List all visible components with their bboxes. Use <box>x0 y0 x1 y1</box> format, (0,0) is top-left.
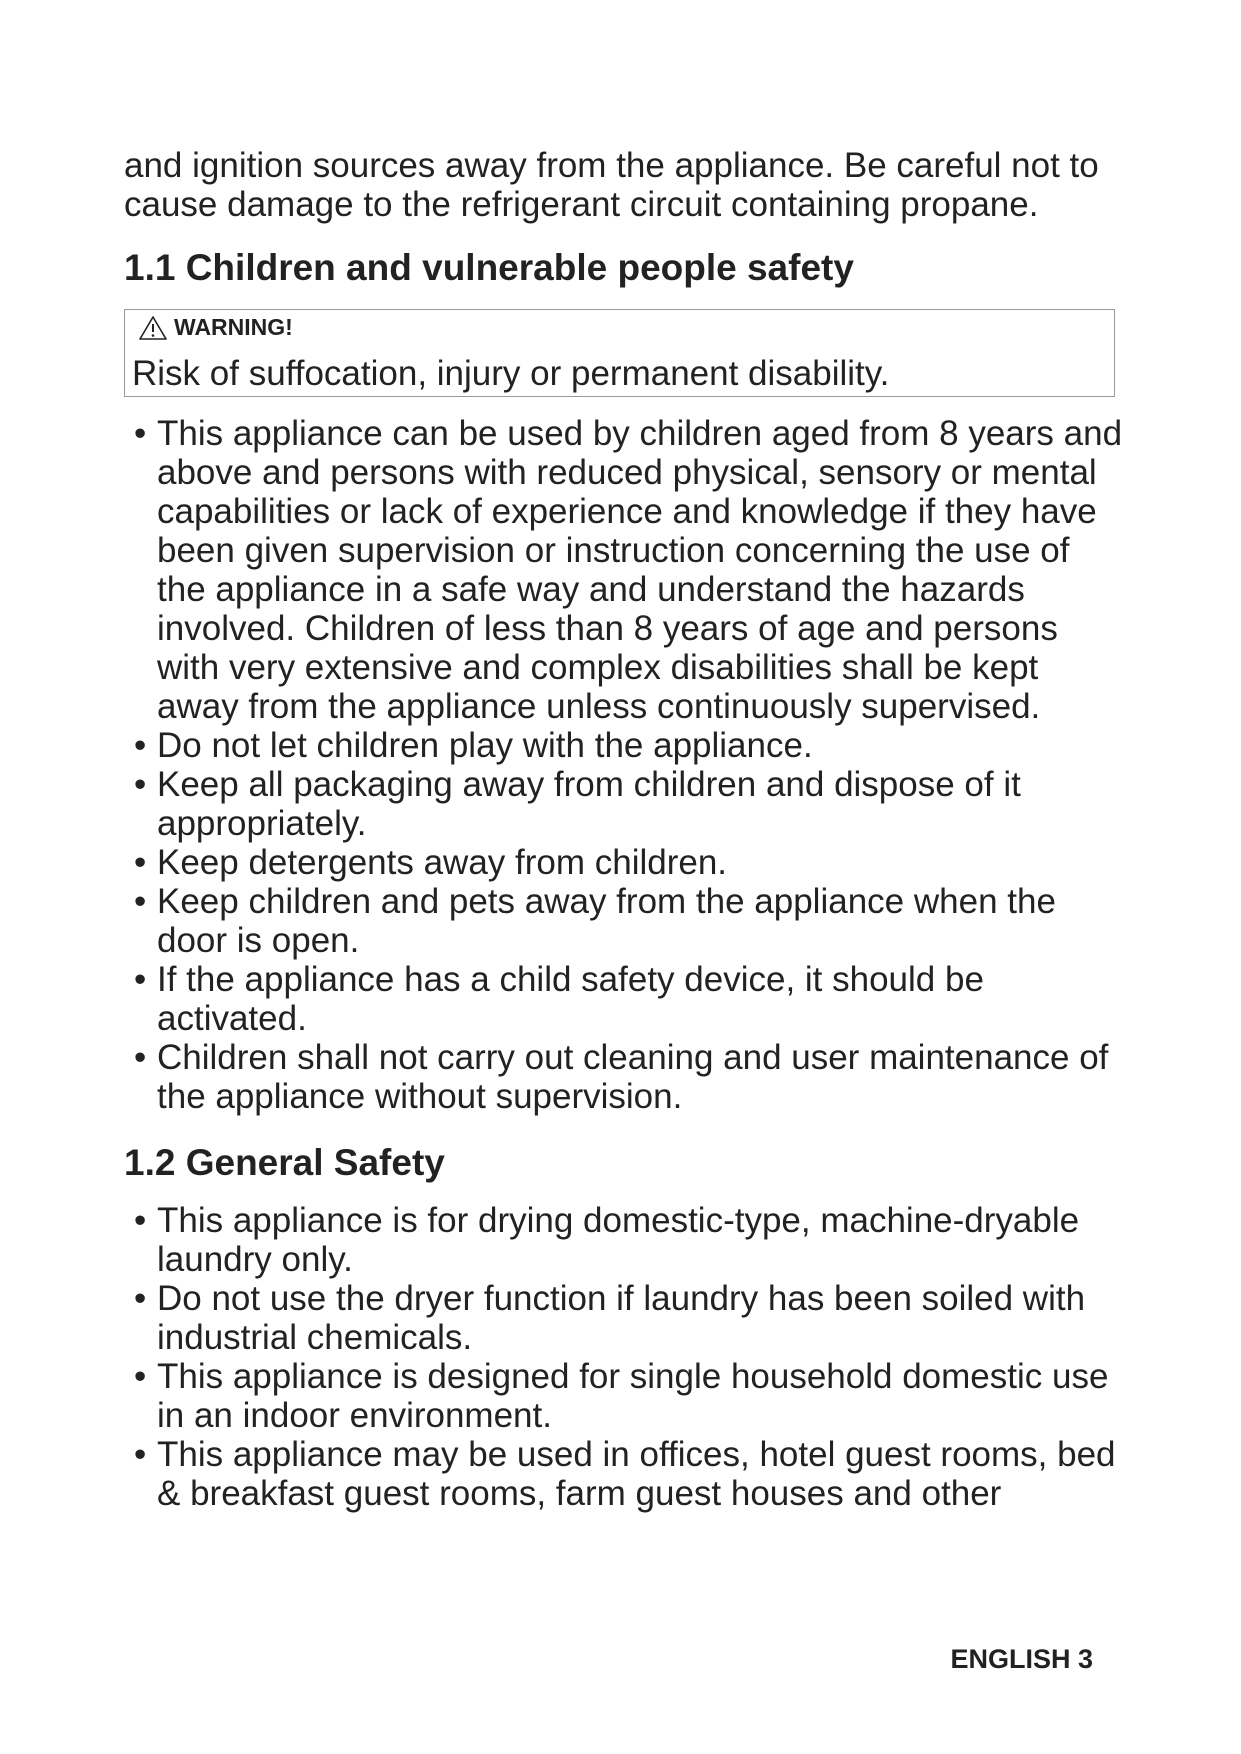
list-item: • Keep detergents away from children. <box>134 843 728 882</box>
list-item: • If the appliance has a child safety device, it should be activated. <box>134 960 984 1038</box>
list-item: • This appliance can be used by children aged from 8 years and above and persons with reduced physical, sensory or mental capabilities or lack of experience and knowledge if they have been given supervision or instruction concerning the use of the appliance in a safe way and understand the hazards involved. Children of less than 8 years of age and persons with very extensive and complex disabilities shall be kept away from the appliance unless continuously supervised. <box>134 414 1123 726</box>
warning-box <box>124 309 1115 397</box>
warning-header <box>138 314 293 341</box>
section-heading-children-safety: 1.1 Children and vulnerable people safety <box>124 247 854 288</box>
list-item: • Keep all packaging away from children and dispose of it appropriately. <box>134 765 1021 843</box>
general-safety-list <box>124 1201 1124 1513</box>
list-item: • Do not let children play with the appliance. <box>134 726 813 765</box>
list-item: • This appliance is for drying domestic-type, machine-dryable laundry only. <box>134 1201 1080 1279</box>
list-item: • Children shall not carry out cleaning and user maintenance of the appliance without supervision. <box>134 1038 1109 1116</box>
warning-triangle-icon <box>138 315 168 341</box>
list-item: • This appliance may be used in offices, hotel guest rooms, bed & breakfast guest rooms, farm guest houses and other <box>134 1435 1116 1513</box>
list-item: • This appliance is designed for single household domestic use in an indoor environment. <box>134 1357 1109 1435</box>
list-item: • Keep children and pets away from the appliance when the door is open. <box>134 882 1056 960</box>
intro-paragraph: and ignition sources away from the appliance. Be careful not to cause damage to the refrigerant circuit containing propane. <box>124 146 1099 224</box>
section-heading-general-safety: 1.2 General Safety <box>124 1142 445 1183</box>
page-number: ENGLISH 3 <box>950 1644 1093 1674</box>
page-content <box>124 146 1124 1513</box>
list-item: • Do not use the dryer function if laundry has been soiled with industrial chemicals. <box>134 1279 1086 1357</box>
warning-text: Risk of suffocation, injury or permanent disability. <box>132 354 890 393</box>
warning-label: WARNING! <box>174 314 293 340</box>
children-safety-list <box>124 414 1124 1116</box>
